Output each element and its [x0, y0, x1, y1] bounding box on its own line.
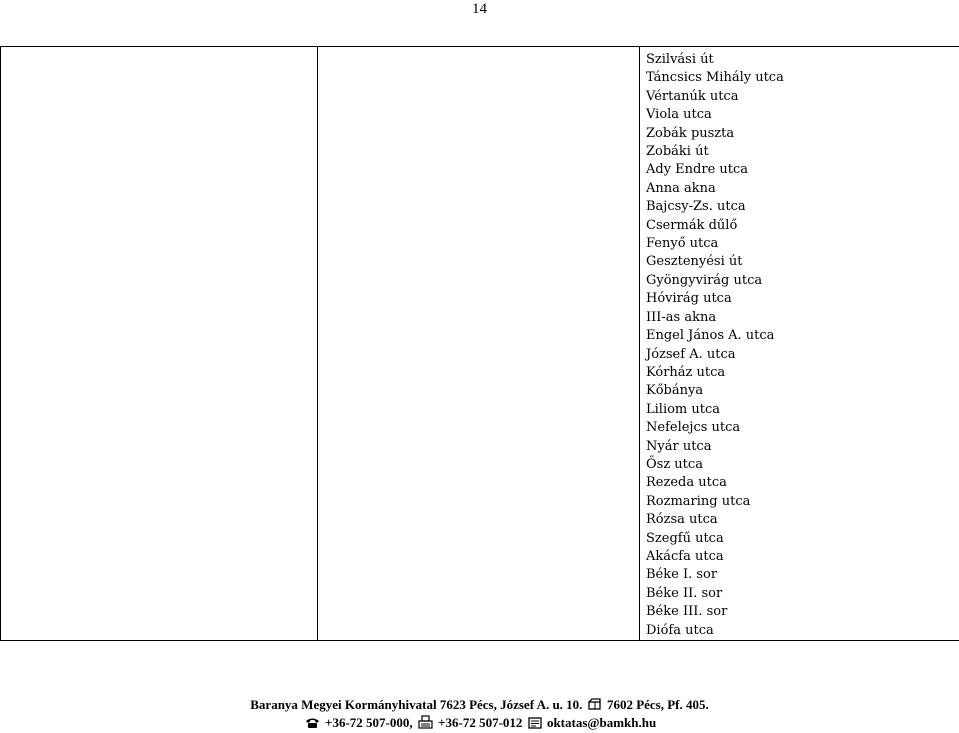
list-item: Táncsics Mihály utca — [646, 69, 959, 87]
table-row — [1, 47, 959, 641]
list-item: III-as akna — [646, 309, 959, 327]
list-item: Nyár utca — [646, 438, 959, 456]
table-cell-empty-2 — [318, 47, 640, 641]
footer-phone: +36-72 507-000, — [325, 715, 413, 730]
list-item: Zobák puszta — [646, 125, 959, 143]
list-item: Ősz utca — [646, 456, 959, 474]
footer-fax: +36-72 507-012 — [438, 715, 522, 730]
footer-contact-line — [0, 715, 959, 733]
list-item: Viola utca — [646, 106, 959, 124]
list-item: Béke III. sor — [646, 603, 959, 621]
list-item: Szegfű utca — [646, 530, 959, 548]
list-item: Vértanúk utca — [646, 88, 959, 106]
list-item: József A. utca — [646, 346, 959, 364]
mailbox-icon — [588, 698, 602, 715]
table-cell-empty-1 — [1, 47, 318, 641]
list-item: Diófa utca — [646, 622, 959, 640]
list-item: Gyöngyvirág utca — [646, 272, 959, 290]
list-item: Béke I. sor — [646, 566, 959, 584]
footer-address-line — [0, 697, 959, 715]
list-item: Rozmaring utca — [646, 493, 959, 511]
list-item: Kőbánya — [646, 382, 959, 400]
footer-postbox: 7602 Pécs, Pf. 405. — [607, 697, 709, 712]
list-item: Rózsa utca — [646, 511, 959, 529]
list-item: Kórház utca — [646, 364, 959, 382]
list-item: Liliom utca — [646, 401, 959, 419]
street-list — [640, 47, 959, 640]
list-item: Béke II. sor — [646, 585, 959, 603]
list-item: Ady Endre utca — [646, 161, 959, 179]
list-item: Akácfa utca — [646, 548, 959, 566]
list-item: Zobáki út — [646, 143, 959, 161]
list-item: Fenyő utca — [646, 235, 959, 253]
street-table — [0, 46, 959, 641]
list-item: Hóvirág utca — [646, 290, 959, 308]
list-item: Gesztenyési út — [646, 253, 959, 271]
list-item: Rezeda utca — [646, 474, 959, 492]
fax-icon — [418, 715, 433, 733]
list-item: Nefelejcs utca — [646, 419, 959, 437]
email-icon — [528, 717, 542, 733]
footer-email[interactable]: oktatas@bamkh.hu — [547, 715, 656, 730]
telephone-icon — [305, 717, 320, 733]
page-number: 14 — [0, 0, 959, 18]
list-item: Bajcsy-Zs. utca — [646, 198, 959, 216]
table-cell-streets — [640, 47, 959, 641]
list-item: Engel János A. utca — [646, 327, 959, 345]
footer-address: Baranya Megyei Kormányhivatal 7623 Pécs, József A. u. 10. — [250, 697, 582, 712]
list-item: Csermák dűlő — [646, 217, 959, 235]
list-item: Anna akna — [646, 180, 959, 198]
list-item: Szilvási út — [646, 51, 959, 69]
